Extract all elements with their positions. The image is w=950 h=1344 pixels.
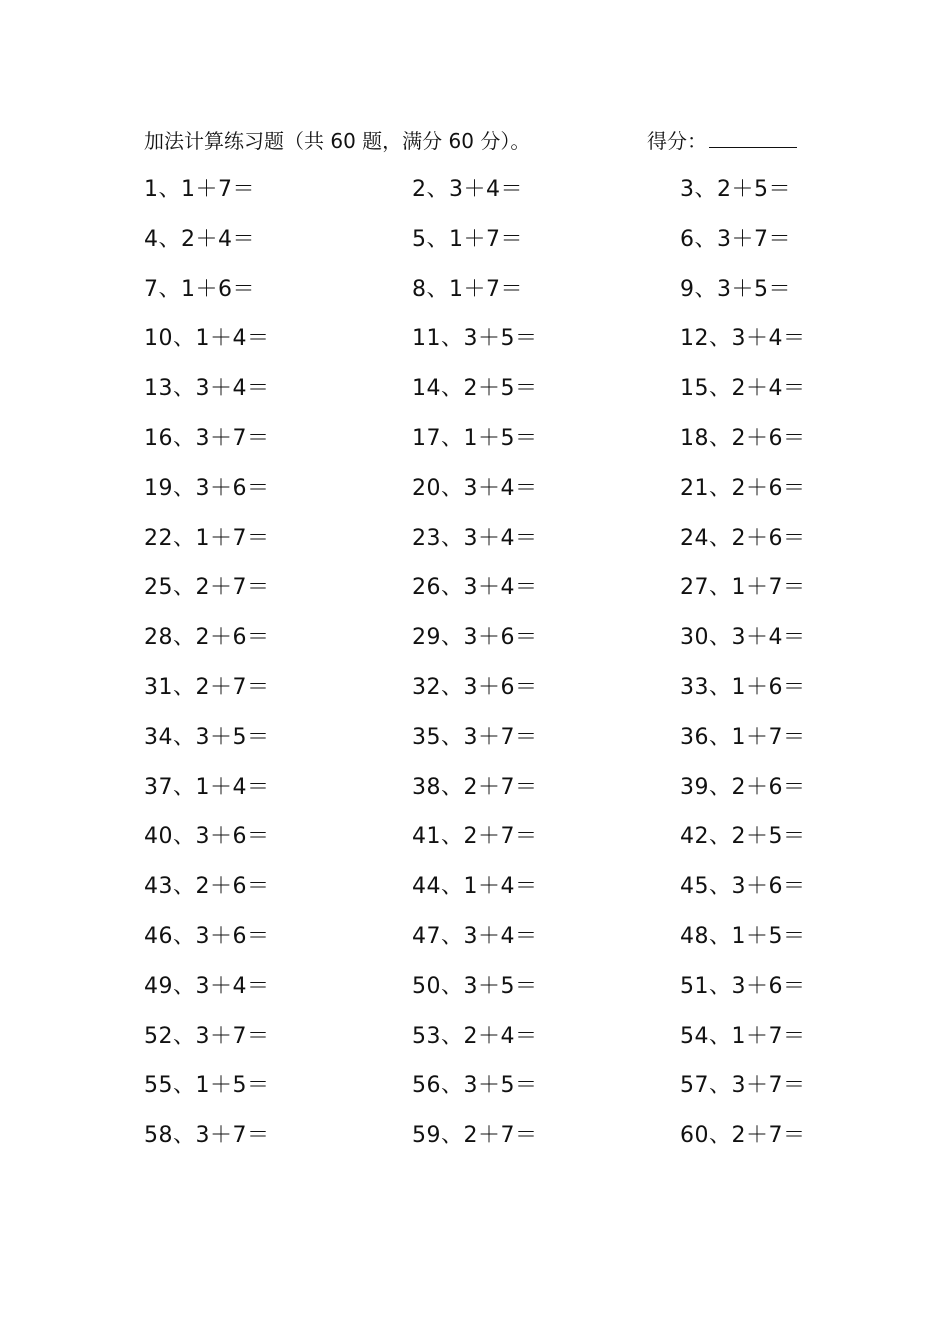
- problem-item: 31、2＋7＝: [144, 674, 270, 700]
- problem-row: [144, 1119, 824, 1169]
- problem-item: 15、2＋4＝: [680, 376, 806, 402]
- problem-row: [144, 721, 824, 771]
- score-label: 得分：: [647, 129, 707, 153]
- problem-row: [144, 322, 824, 372]
- problem-item: 53、2＋4＝: [412, 1023, 538, 1049]
- problem-item: 60、2＋7＝: [680, 1123, 806, 1149]
- problem-row: [144, 870, 824, 920]
- problem-item: 56、3＋5＝: [412, 1073, 538, 1099]
- problem-item: 29、3＋6＝: [412, 625, 538, 651]
- problem-item: 17、1＋5＝: [412, 425, 538, 451]
- problem-item: 46、3＋6＝: [144, 923, 270, 949]
- problem-item: 10、1＋4＝: [144, 326, 270, 352]
- problem-item: 4、2＋4＝: [144, 226, 255, 252]
- problem-row: [144, 223, 824, 273]
- problem-row: [144, 621, 824, 671]
- problem-item: 35、3＋7＝: [412, 724, 538, 750]
- worksheet-header: [144, 125, 804, 157]
- problem-row: [144, 1069, 824, 1119]
- problem-item: 44、1＋4＝: [412, 874, 538, 900]
- problem-row: [144, 820, 824, 870]
- problem-item: 14、2＋5＝: [412, 376, 538, 402]
- problem-item: 23、3＋4＝: [412, 525, 538, 551]
- problem-item: 24、2＋6＝: [680, 525, 806, 551]
- problem-row: [144, 771, 824, 821]
- problem-item: 54、1＋7＝: [680, 1023, 806, 1049]
- problem-row: [144, 372, 824, 422]
- problem-item: 45、3＋6＝: [680, 874, 806, 900]
- score-field: [647, 125, 797, 157]
- problem-row: [144, 671, 824, 721]
- problem-item: 5、1＋7＝: [412, 226, 523, 252]
- problem-item: 52、3＋7＝: [144, 1023, 270, 1049]
- problem-item: 50、3＋5＝: [412, 973, 538, 999]
- problem-item: 57、3＋7＝: [680, 1073, 806, 1099]
- problem-item: 6、3＋7＝: [680, 226, 791, 252]
- problem-row: [144, 522, 824, 572]
- problem-item: 51、3＋6＝: [680, 973, 806, 999]
- problem-item: 13、3＋4＝: [144, 376, 270, 402]
- problem-item: 43、2＋6＝: [144, 874, 270, 900]
- problem-item: 36、1＋7＝: [680, 724, 806, 750]
- problem-item: 38、2＋7＝: [412, 774, 538, 800]
- problem-item: 41、2＋7＝: [412, 824, 538, 850]
- problem-row: [144, 571, 824, 621]
- problem-item: 42、2＋5＝: [680, 824, 806, 850]
- problem-grid: [144, 173, 824, 1169]
- problem-item: 59、2＋7＝: [412, 1123, 538, 1149]
- problem-item: 37、1＋4＝: [144, 774, 270, 800]
- problem-item: 32、3＋6＝: [412, 674, 538, 700]
- problem-item: 34、3＋5＝: [144, 724, 270, 750]
- problem-item: 48、1＋5＝: [680, 923, 806, 949]
- score-blank-line: [709, 125, 797, 148]
- problem-item: 58、3＋7＝: [144, 1123, 270, 1149]
- problem-row: [144, 1020, 824, 1070]
- problem-item: 8、1＋7＝: [412, 276, 523, 302]
- problem-item: 27、1＋7＝: [680, 575, 806, 601]
- problem-item: 7、1＋6＝: [144, 276, 255, 302]
- problem-row: [144, 970, 824, 1020]
- problem-item: 16、3＋7＝: [144, 425, 270, 451]
- problem-row: [144, 273, 824, 323]
- problem-item: 25、2＋7＝: [144, 575, 270, 601]
- problem-item: 47、3＋4＝: [412, 923, 538, 949]
- problem-item: 2、3＋4＝: [412, 177, 523, 202]
- problem-item: 3、2＋5＝: [680, 177, 791, 202]
- problem-item: 12、3＋4＝: [680, 326, 806, 352]
- problem-item: 55、1＋5＝: [144, 1073, 270, 1099]
- problem-item: 26、3＋4＝: [412, 575, 538, 601]
- problem-row: [144, 920, 824, 970]
- problem-row: [144, 422, 824, 472]
- problem-item: 22、1＋7＝: [144, 525, 270, 551]
- problem-item: 18、2＋6＝: [680, 425, 806, 451]
- problem-item: 19、3＋6＝: [144, 475, 270, 501]
- problem-item: 40、3＋6＝: [144, 824, 270, 850]
- problem-item: 1、1＋7＝: [144, 177, 255, 202]
- problem-item: 9、3＋5＝: [680, 276, 791, 302]
- problem-item: 39、2＋6＝: [680, 774, 806, 800]
- problem-row: [144, 173, 824, 223]
- problem-item: 28、2＋6＝: [144, 625, 270, 651]
- problem-item: 20、3＋4＝: [412, 475, 538, 501]
- problem-item: 33、1＋6＝: [680, 674, 806, 700]
- problem-item: 11、3＋5＝: [412, 326, 538, 352]
- problem-item: 21、2＋6＝: [680, 475, 806, 501]
- worksheet-title: 加法计算练习题（共 60 题，满分 60 分）。: [144, 129, 531, 153]
- problem-row: [144, 472, 824, 522]
- problem-item: 30、3＋4＝: [680, 625, 806, 651]
- problem-item: 49、3＋4＝: [144, 973, 270, 999]
